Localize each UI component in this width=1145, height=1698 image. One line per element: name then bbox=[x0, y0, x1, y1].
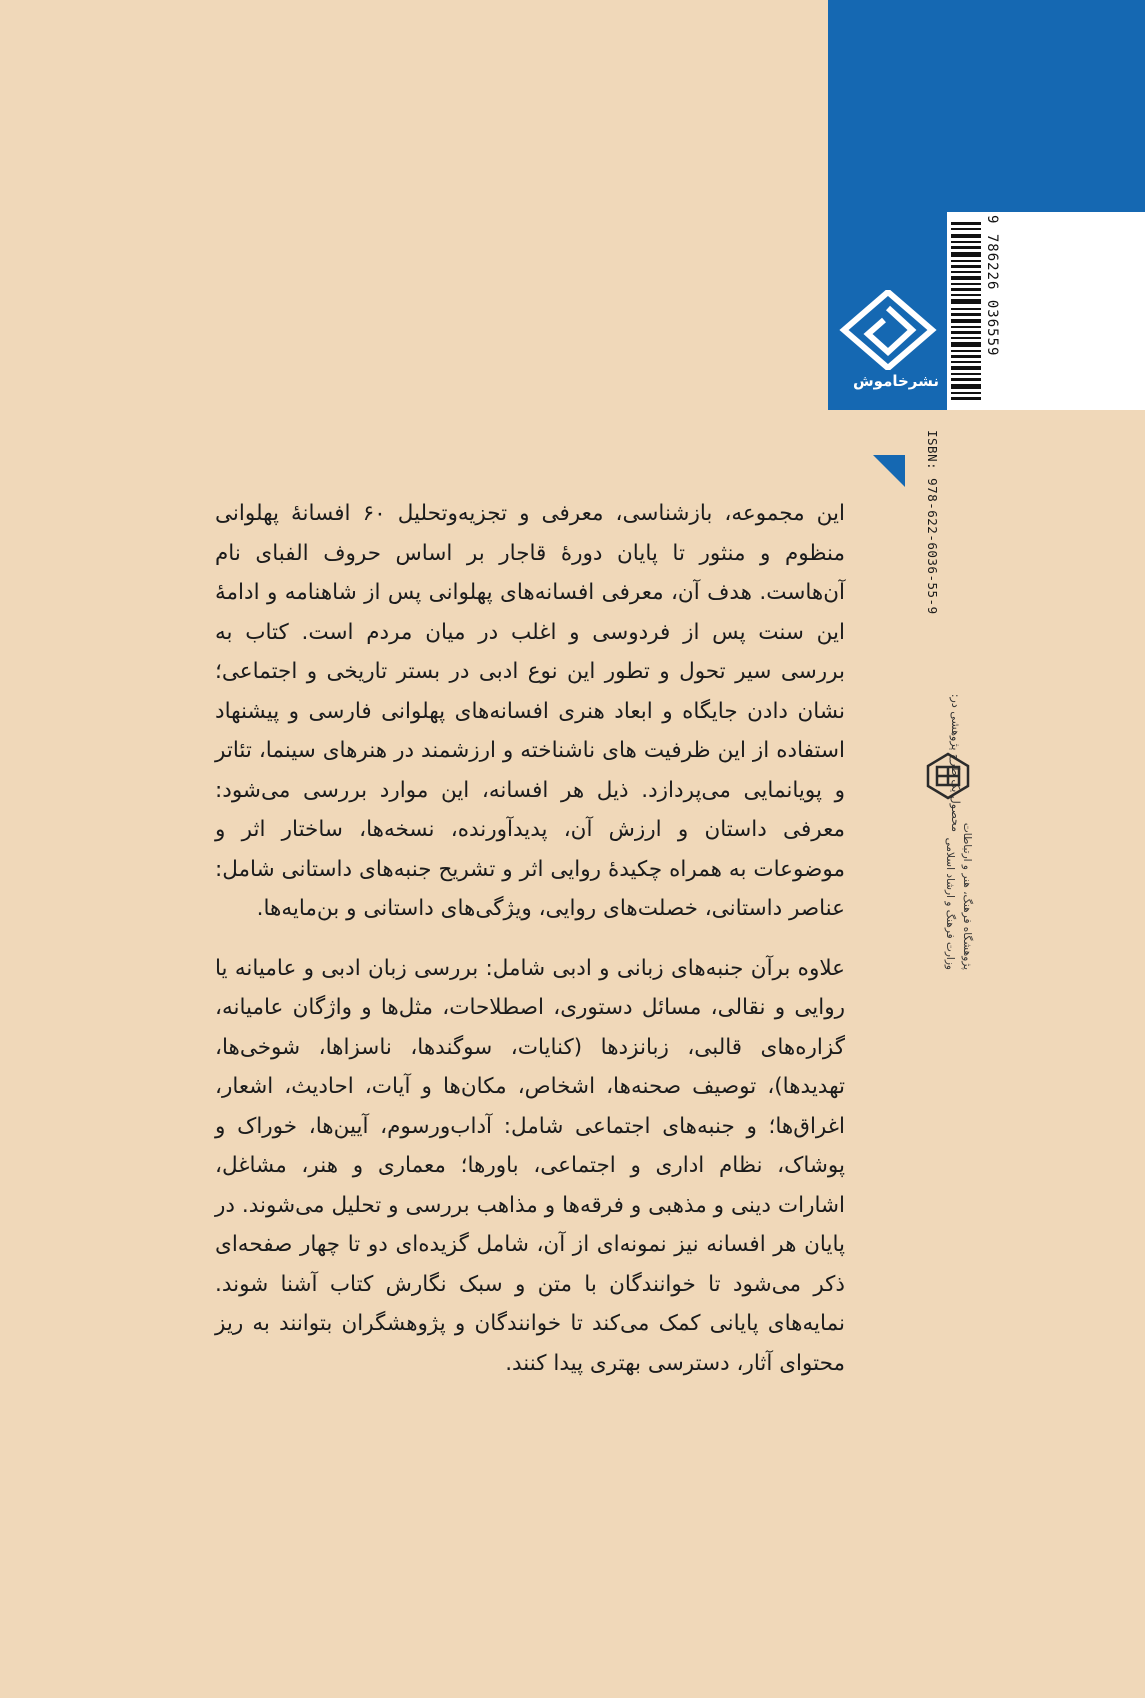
institute-name-line1: پژوهشگاه فرهنگ، هنر و ارتباطات bbox=[961, 822, 973, 970]
publisher-name: نشرخاموش bbox=[852, 372, 940, 390]
institute-logo-icon bbox=[924, 752, 972, 800]
publisher-logo-icon bbox=[838, 290, 938, 370]
barcode-digits: 9 786226 036559 bbox=[984, 215, 1000, 357]
project-note: محصول یک طرح پژوهشی در: bbox=[949, 693, 962, 832]
barcode bbox=[947, 212, 1145, 410]
blurb-paragraph-1: این مجموعه، بازشناسی، معرفی و تجزیه‌وتحلیل ۶۰ افسانهٔ پهلوانی منظوم و منثور تا پایان دورهٔ قاجار بر اساس حروف الفبای نام آن‌هاست. هدف آن، معرفی افسانه‌های پهلوانی پس از شاهنامه و ادامهٔ این سنت پس از فردوسی و اغلب در میان مردم است. کتاب به بررسی سیر تحول و تطور این نوع ادبی در بستر تاریخی و اجتماعی؛ نشان دادن جایگاه و ابعاد هنری افسانه‌های پهلوانی فارسی و پیشنهاد استفاده از این ظرفیت های ناشناخته و ارزشمند در هنرهای سینما، تئاتر و پویانمایی می‌پردازد. ذیل هر افسانه، این موارد بررسی می‌شود: معرفی داستان و ارزش آن، پدیدآورنده، نسخه‌ها، ساختار اثر و موضوعات به همراه چکیدهٔ روایی اثر و تشریح جنبه‌های داستانی شامل: عناصر داستانی، خصلت‌های روایی، ویژگی‌های داستانی و بن‌مایه‌ها. bbox=[215, 501, 845, 921]
isbn: ISBN: 978-622-6036-55-9 bbox=[925, 430, 940, 615]
institute-name bbox=[931, 800, 975, 970]
back-cover-blurb bbox=[215, 494, 845, 1383]
blurb-paragraph-2: علاوه برآن جنبه‌های زبانی و ادبی شامل: بررسی زبان ادبی و عامیانه یا روایی و نقالی، مسائل دستوری، اصطلاحات، مثل‌ها و واژگان عامیانه، گزاره‌های قالبی، زبانزدها (کنایات، سوگندها، ناسزاها، شوخی‌ها، تهدیدها)، توصیف صحنه‌ها، اشخاص، مکان‌ها و آیات، احادیث، اشعار، اغراق‌ها؛ و جنبه‌های اجتماعی شامل: آداب‌ورسوم، آیین‌ها، خوراک و پوشاک، نظام اداری و اجتماعی، باورها؛ معماری و هنر، مشاغل، اشارات دینی و مذهبی و فرقه‌ها و مذاهب بررسی و تحلیل می‌شوند. در پایان هر افسانه نیز نمونه‌ای از آن، شامل گزیده‌ای دو تا چهار صفحه‌ای ذکر می‌شود تا خوانندگان با متن و سبک نگارش کتاب آشنا شوند. نمایه‌های پایانی کمک می‌کند تا خوانندگان و پژوهشگران بتوانند به ریز محتوای آثار، دسترسی بهتری پیدا کنند. bbox=[215, 955, 845, 1376]
institute-name-line2: وزارت فرهنگ و ارشاد اسلامی bbox=[944, 837, 956, 970]
corner-triangle-icon bbox=[873, 455, 905, 487]
